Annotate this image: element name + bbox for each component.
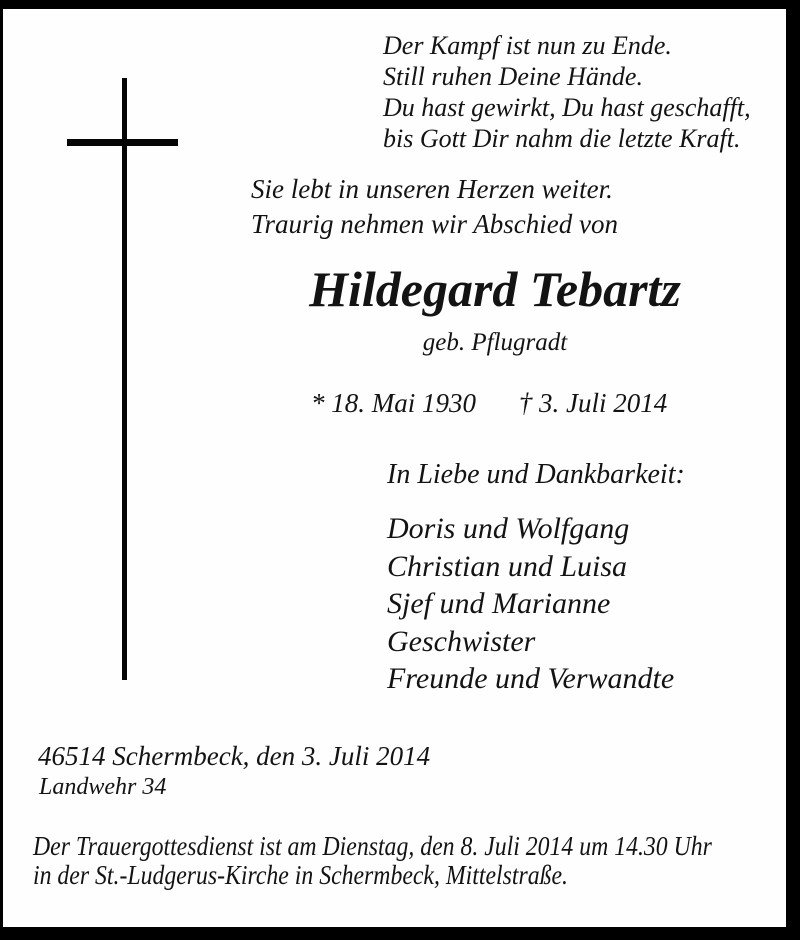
text-line: bis Gott Dir nahm die letzte Kraft. [383,124,741,153]
death-date: † 3. Juli 2014 [518,388,668,418]
cross-horizontal-bar [67,139,178,146]
text-line: in der St.-Ludgerus-Kirche in Schermbeck, Mittelstraße. [33,860,568,890]
mourners-list [387,510,674,698]
tribute-line: In Liebe und Dankbarkeit: [387,459,685,490]
place-and-date: 46514 Schermbeck, den 3. Juli 2014 [38,741,431,771]
funeral-service-info [33,832,712,890]
text-line: Doris und Wolfgang [387,512,630,545]
memorial-poem [383,30,751,154]
farewell-intro [251,172,618,242]
text-line: Sjef und Marianne [387,587,611,620]
text-line: Still ruhen Deine Hände. [383,62,643,91]
birth-date: * 18. Mai 1930 [311,388,476,418]
text-line: Traurig nehmen wir Abschied von [251,209,618,239]
cross-vertical-bar [122,78,127,680]
deceased-name: Hildegard Tebartz [309,261,681,317]
text-line: Sie lebt in unseren Herzen weiter. [251,174,613,204]
text-line: Christian und Luisa [387,549,628,583]
text-line: Du hast gewirkt, Du hast geschafft, [383,93,751,122]
text-line: Der Trauergottesdienst ist am Dienstag, den 8. Juli 2014 um 14.30 Uhr [33,831,712,861]
text-line: Freunde und Verwandte [387,662,675,695]
text-line: Der Kampf ist nun zu Ende. [383,31,672,60]
maiden-name: geb. Pflugradt [422,329,568,356]
address-line: Landwehr 34 [39,774,167,800]
life-dates [311,388,667,419]
text-line: Geschwister [387,624,536,658]
